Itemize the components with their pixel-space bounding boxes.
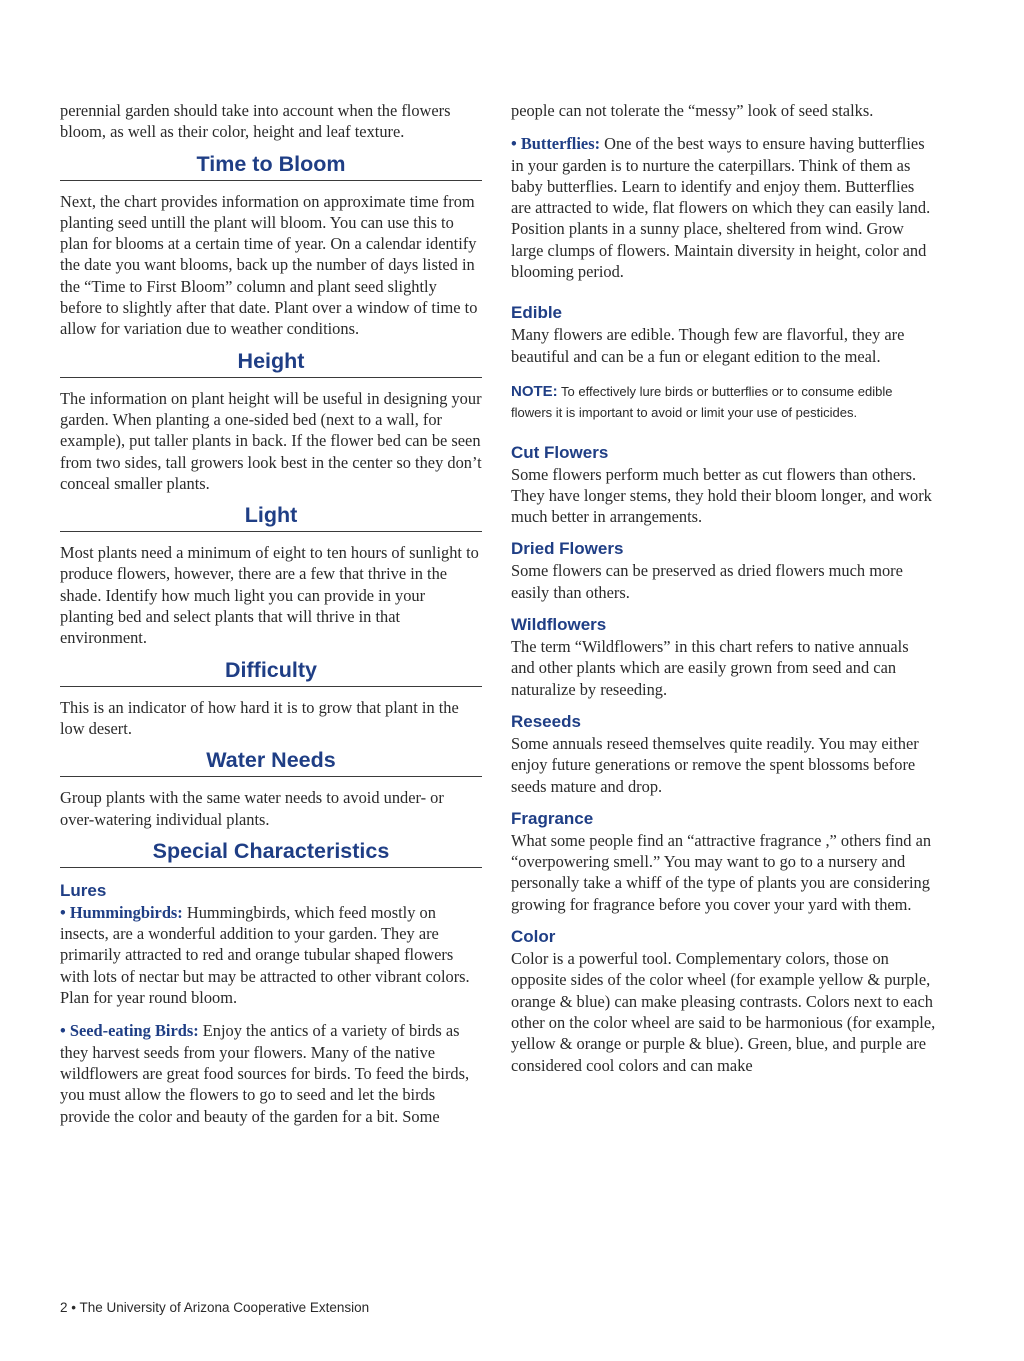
color-text: Color is a powerful tool. Complementary colors, those on opposite sides of the color wheel (for example yellow & purple, orange & blue) can make pleasing contrasts. Colors next to each other on the color wheel are said to be harmonious (for example, yellow & orange or purple & blue). Green, blue, and purple are considered cool colors and can make — [511, 949, 936, 1075]
butterflies-text: One of the best ways to ensure having butterflies in your garden is to nurture the caterpillars. Think of them as baby butterflies. Learn to identify and enjoy them. Butterflies are attracted to wide, flat flowers on which they can easily land. Position plants in a sunny place, sheltered from wind. Grow large clumps of flowers. Maintain diversity in height, color and blooming period. — [511, 134, 931, 282]
butterflies-paragraph — [511, 133, 936, 282]
wildflowers-heading: Wildflowers — [511, 615, 607, 635]
hummingbirds-label: • Hummingbirds: — [60, 902, 183, 922]
water-needs-heading: Water Needs — [60, 747, 482, 777]
left-column — [60, 100, 482, 1127]
wildflowers-text: The term “Wildflowers” in this chart refers to native annuals and other plants which are easily grown from seed and can naturalize by reseeding. — [511, 637, 909, 699]
light-heading: Light — [60, 502, 482, 532]
seed-birds-label: • Seed-eating Birds: — [60, 1021, 199, 1041]
hummingbirds-paragraph — [60, 902, 482, 1008]
intro-paragraph: perennial garden should take into account when the flowers bloom, as well as their color, height and leaf texture. — [60, 101, 451, 142]
page-footer: 2 • The University of Arizona Cooperative Extension — [60, 1300, 370, 1315]
hummingbirds-text: Hummingbirds, which feed mostly on insects, are a wonderful addition to your garden. They are primarily attracted to red and orange tubular shaped flowers with lots of nectar but may be attracted to other vibrant colors. Plan for year round bloom. — [60, 902, 470, 1008]
edible-text: Many flowers are edible. Though few are flavorful, they are beautiful and can be a fun or elegant edition to the meal. — [511, 325, 905, 366]
fragrance-text: What some people find an “attractive fragrance ,” others find an “overpowering smell.” You may want to go to a nursery and personally take a whiff of the type of plants you are considering growing for fragrance before you cover your yard with them. — [511, 830, 932, 914]
water-needs-text: Group plants with the same water needs to avoid under- or over-watering individual plants. — [60, 788, 444, 829]
reseeds-text: Some annuals reseed themselves quite readily. You may either enjoy future generations or remove the spent blossoms before seeds mature and drop. — [511, 733, 919, 796]
right-column — [511, 100, 936, 1076]
note-label: NOTE: — [511, 382, 558, 400]
fragrance-heading: Fragrance — [511, 808, 594, 828]
special-characteristics-heading: Special Characteristics — [60, 838, 482, 868]
note-paragraph — [511, 381, 936, 424]
reseeds-heading: Reseeds — [511, 711, 581, 731]
lures-heading: Lures — [60, 880, 107, 900]
continued-paragraph: people can not tolerate the “messy” look of seed stalks. — [511, 101, 874, 120]
seed-birds-paragraph — [60, 1020, 482, 1126]
difficulty-heading: Difficulty — [60, 657, 482, 687]
dried-flowers-text: Some flowers can be preserved as dried flowers much more easily than others. — [511, 561, 903, 602]
height-heading: Height — [60, 348, 482, 378]
cut-flowers-heading: Cut Flowers — [511, 442, 609, 462]
butterflies-label: • Butterflies: — [511, 134, 601, 154]
light-text: Most plants need a minimum of eight to ten hours of sunlight to produce flowers, however, there are a few that thrive in the shade. Identify how much light you can provide in your planting bed and select plants that will thrive in that environment. — [60, 543, 479, 648]
cut-flowers-text: Some flowers perform much better as cut flowers than others. They have longer stems, they hold their bloom longer, and work much better in arrangements. — [511, 464, 932, 527]
difficulty-text: This is an indicator of how hard it is to grow that plant in the low desert. — [60, 697, 459, 738]
seed-birds-text: Enjoy the antics of a variety of birds as they harvest seeds from your flowers. Many of the native wildflowers are great food sources for birds. To feed the birds, you must allow the flowers to go to seed and let the birds provide the color and beauty of the garden for a bit. Some — [60, 1021, 470, 1126]
color-heading: Color — [511, 927, 556, 947]
note-text: To effectively lure birds or butterflies or to consume edible flowers it is important to avoid or limit your use of pesticides. — [511, 383, 893, 421]
time-to-bloom-text: Next, the chart provides information on approximate time from planting seed untill the plant will bloom. You can use this to plan for blooms at a certain time of year. On a calendar identify the date you want blooms, back up the number of days listed in the “Time to First Bloom” column and plant seed slightly before to slightly after that date. Plant over a window of time to allow for variation due to weather conditions. — [60, 191, 478, 339]
height-text: The information on plant height will be useful in designing your garden. When planting a one-sided bed (next to a wall, for example), put taller plants in back. If the flower bed can be seen from two sides, tall growers look best in the center so they don’t conceal smaller plants. — [60, 388, 482, 493]
dried-flowers-heading: Dried Flowers — [511, 539, 624, 559]
edible-heading: Edible — [511, 303, 563, 323]
time-to-bloom-heading: Time to Bloom — [60, 151, 482, 181]
